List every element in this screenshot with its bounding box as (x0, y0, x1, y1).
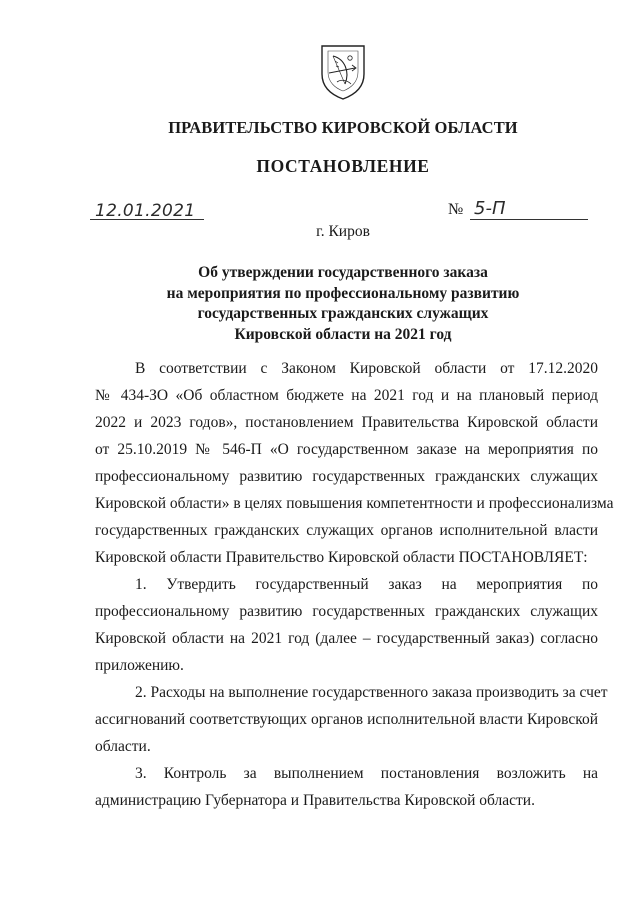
body-line: администрацию Губернатора и Правительства Кировской области. (95, 792, 535, 809)
body-line: профессиональному развитию государственных гражданских служащих (95, 603, 598, 620)
body-line: 3. Контроль за выполнением постановления возложить на (135, 765, 598, 782)
title-line: на мероприятия по профессиональному развитию (166, 284, 520, 302)
body-line: Кировской области на 2021 год (далее – государственный заказ) согласно (95, 630, 598, 647)
city-label: г. Киров (316, 223, 370, 240)
body-line: Кировской области Правительство Кировской области ПОСТАНОВЛЯЕТ: (95, 549, 588, 566)
body-line: от 25.10.2019 № 546-П «О государственном заказе на мероприятия по (95, 441, 598, 458)
coat-of-arms-emblem (319, 44, 367, 100)
body-line: 2. Расходы на выполнение государственного заказа производить за счет (135, 684, 608, 701)
body-line: профессиональному развитию государственных гражданских служащих (95, 468, 598, 485)
title-line: государственных гражданских служащих (197, 305, 489, 322)
government-name: ПРАВИТЕЛЬСТВО КИРОВСКОЙ ОБЛАСТИ (168, 118, 518, 137)
title-line: Об утверждении государственного заказа (198, 264, 488, 281)
number-underline (470, 219, 588, 220)
document-title (0, 263, 640, 345)
document-number: 5-П (474, 198, 506, 219)
body-line: № 434-ЗО «Об областном бюджете на 2021 год и на плановый период (95, 387, 598, 404)
body-line: государственных гражданских служащих органов исполнительной власти (95, 522, 598, 539)
body-line: В соответствии с Законом Кировской области от 17.12.2020 (135, 360, 598, 377)
body-line: области. (95, 738, 151, 755)
body-line: 2022 и 2023 годов», постановлением Правительства Кировской области (95, 414, 598, 431)
body-line: ассигнований соответствующих органов исполнительной власти Кировской (95, 711, 598, 728)
date-underline (90, 219, 204, 220)
body-line: 1. Утвердить государственный заказ на мероприятия по (135, 576, 598, 593)
document-type-heading: ПОСТАНОВЛЕНИЕ (256, 156, 430, 176)
title-line: Кировской области на 2021 год (234, 325, 452, 343)
document-date: 12.01.2021 (95, 201, 196, 221)
body-line: Кировской области» в целях повышения компетентности и профессионализма (95, 495, 614, 512)
body-line: приложению. (95, 657, 184, 674)
number-sign: № (448, 201, 464, 218)
